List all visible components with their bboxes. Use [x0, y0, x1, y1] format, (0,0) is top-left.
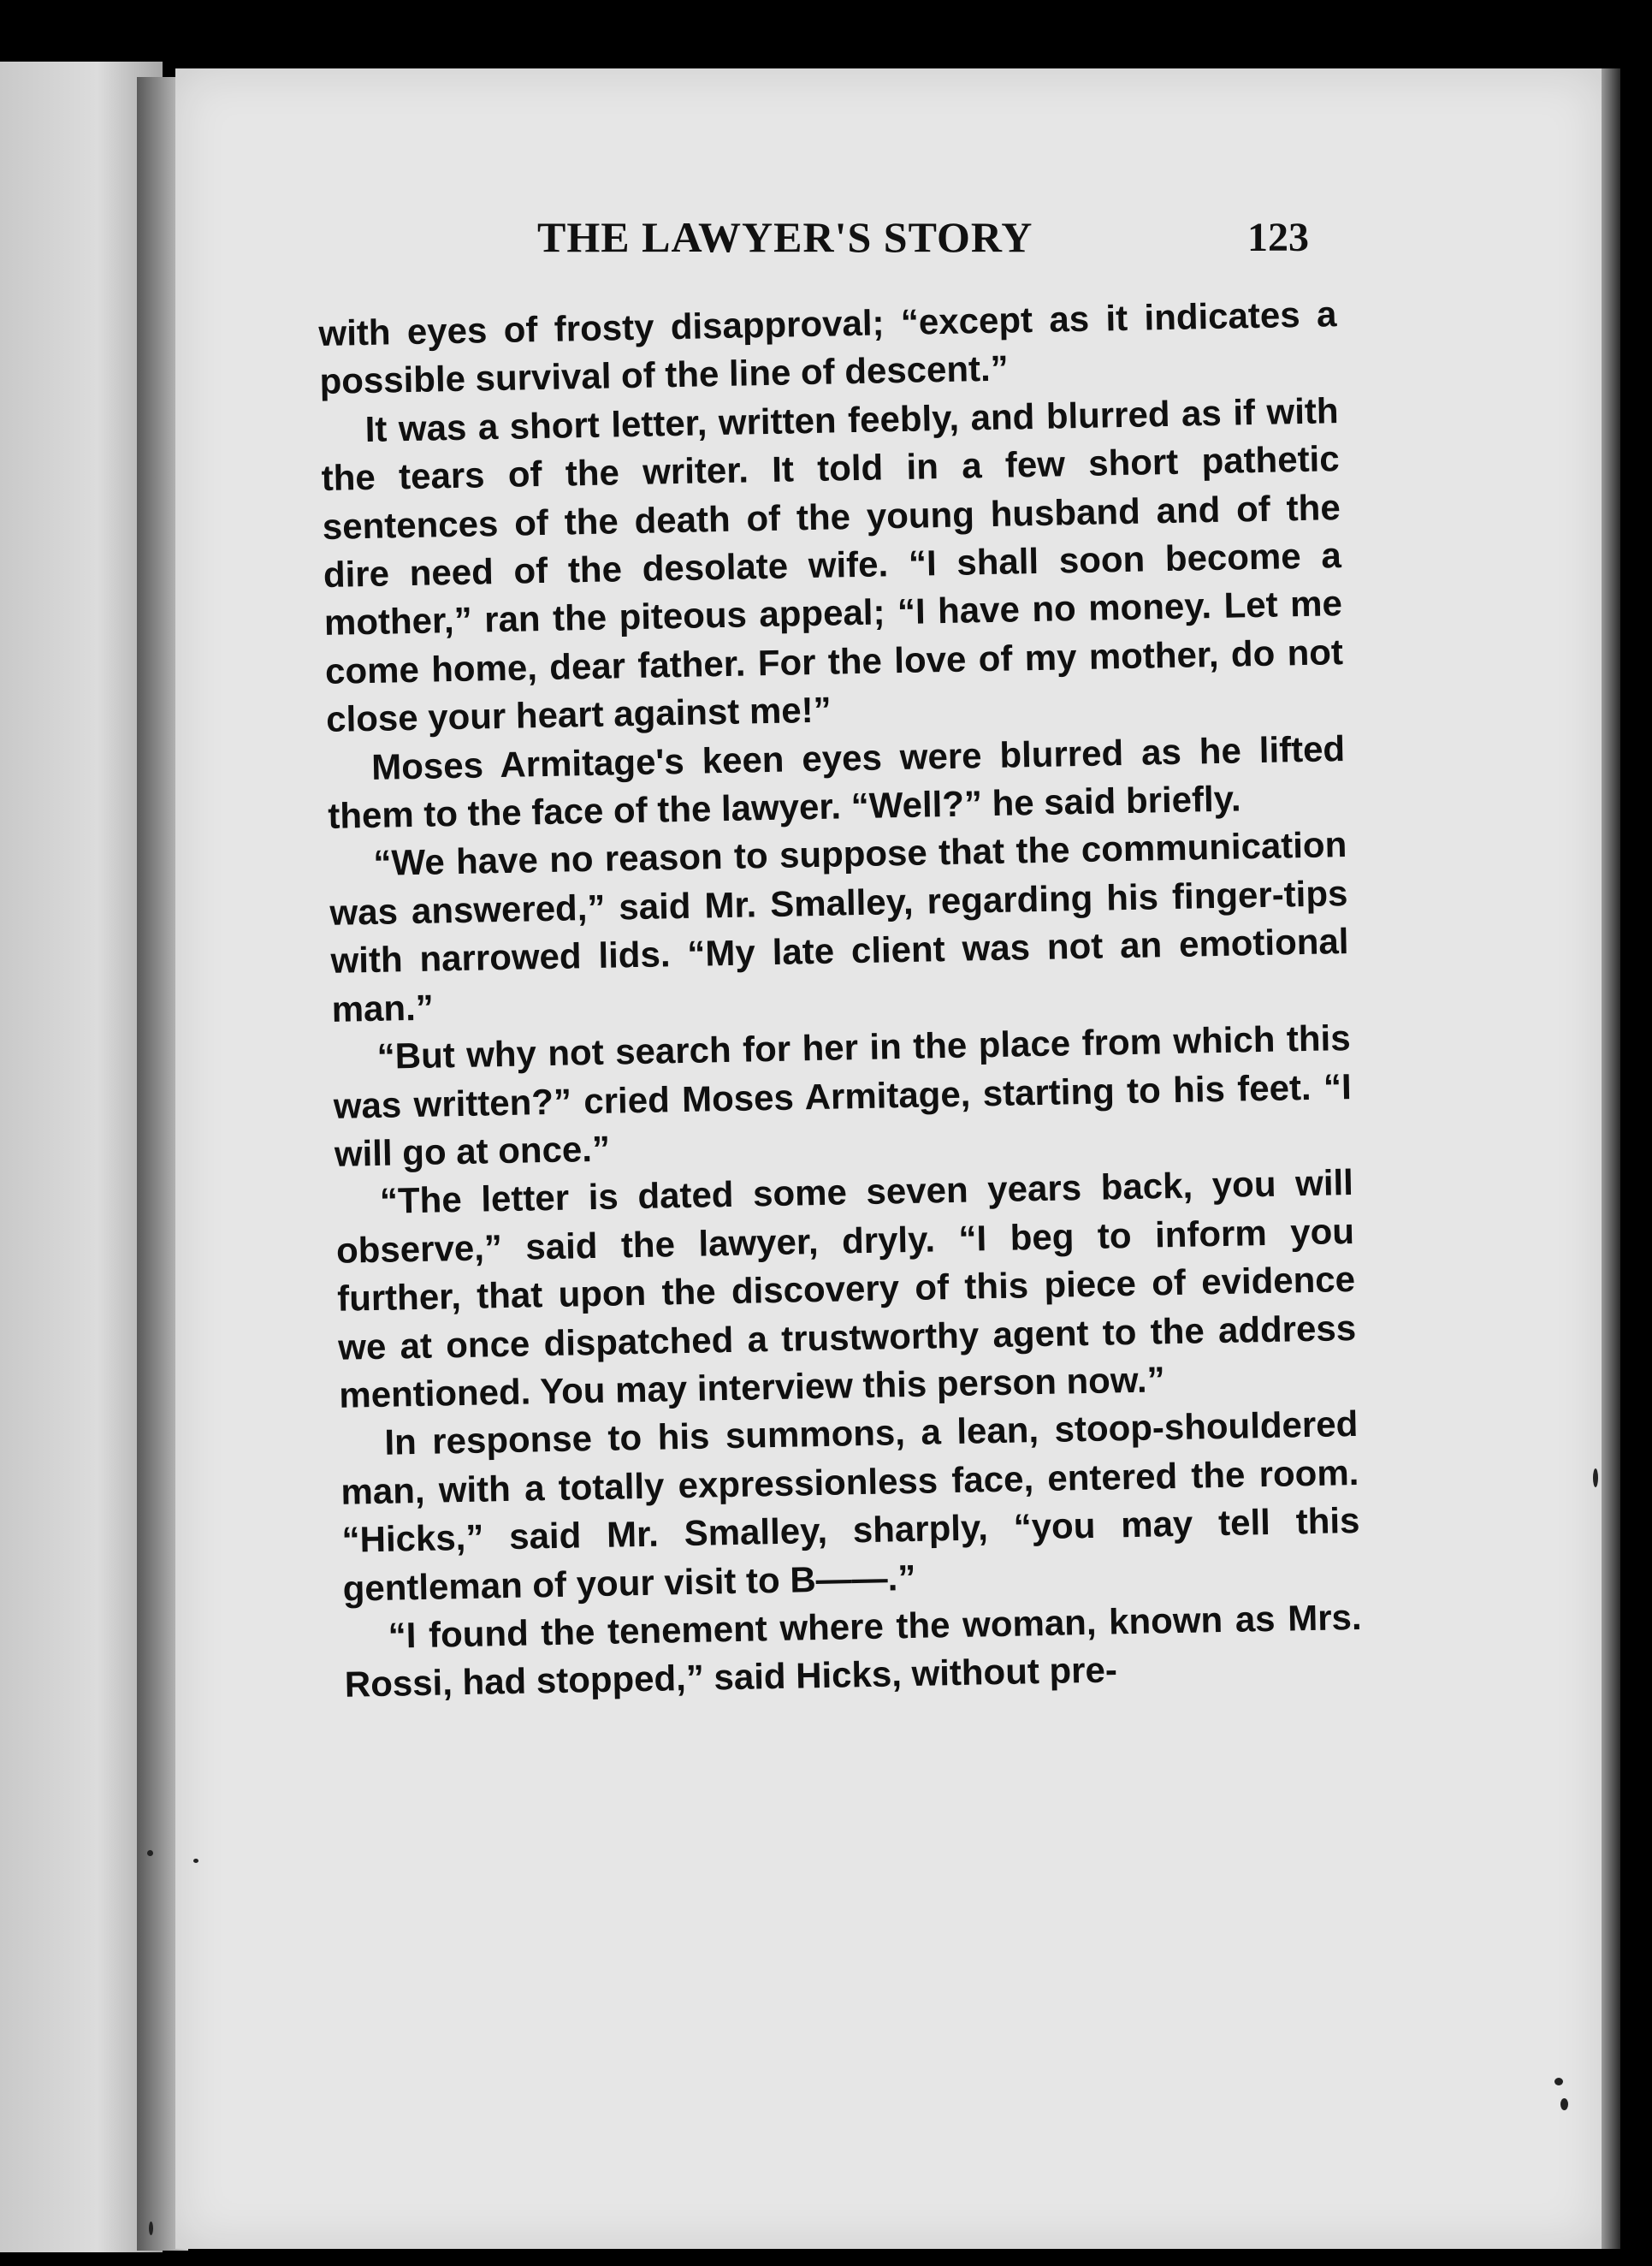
paragraph: “We have no reason to suppose that the communication was answered,” said Mr. Smalley, regarding his finger-tips with narrowed lids. “My late client was not an emotional man.”: [329, 824, 1349, 1029]
paragraph: “But why not search for her in the place from which this was written?” cried Moses Armitage, starting to his feet. “I will go at once.”: [333, 1017, 1353, 1174]
scan-speck: [149, 2222, 153, 2235]
scan-speck: [193, 1859, 198, 1863]
scan-speck: [147, 1850, 153, 1856]
paragraph: with eyes of frosty disapproval; “except as it indicates a possible survival of the line of descent.”: [318, 294, 1337, 402]
running-header: [325, 212, 1309, 272]
paragraph: It was a short letter, written feebly, and blurred as if with the tears of the writer. It told in a few short pathetic sentences of the death of the young husband and of the dire need of the desolate wife. “I shall soon become a mother,” ran the piteous appeal; “I have no money. Let me come home, dear father. For the love of my mother, do not close your heart against me!”: [321, 389, 1344, 740]
page-number: 123: [1247, 215, 1309, 260]
page-edge-shadow: [1602, 68, 1620, 2249]
paragraph: “The letter is dated some seven years back, you will observe,” said the lawyer, dryly. “I beg to inform you further, that upon the discovery of this piece of evidence we at once dispatched a trustworthy agent to the address mentioned. You may interview this person now.”: [335, 1162, 1357, 1415]
paragraph: Moses Armitage's keen eyes were blurred as he lifted them to the face of the lawyer. “Well?” he said briefly.: [327, 727, 1346, 836]
page-body-text: [318, 290, 1363, 1709]
paragraph: In response to his summons, a lean, stoop-shouldered man, with a totally expressionless face, entered the room. “Hicks,” said Mr. Smalley, sharply, “you may tell this gentleman of your visit to B——.”: [340, 1403, 1360, 1609]
scan-speck: [1554, 2078, 1563, 2085]
paragraph: “I found the tenement where the woman, known as Mrs. Rossi, had stopped,” said Hicks, without pre-: [344, 1596, 1362, 1705]
scan-speck: [1560, 2098, 1568, 2110]
running-head-title: THE LAWYER'S STORY: [537, 213, 1033, 261]
scan-speck: [1593, 1468, 1598, 1487]
